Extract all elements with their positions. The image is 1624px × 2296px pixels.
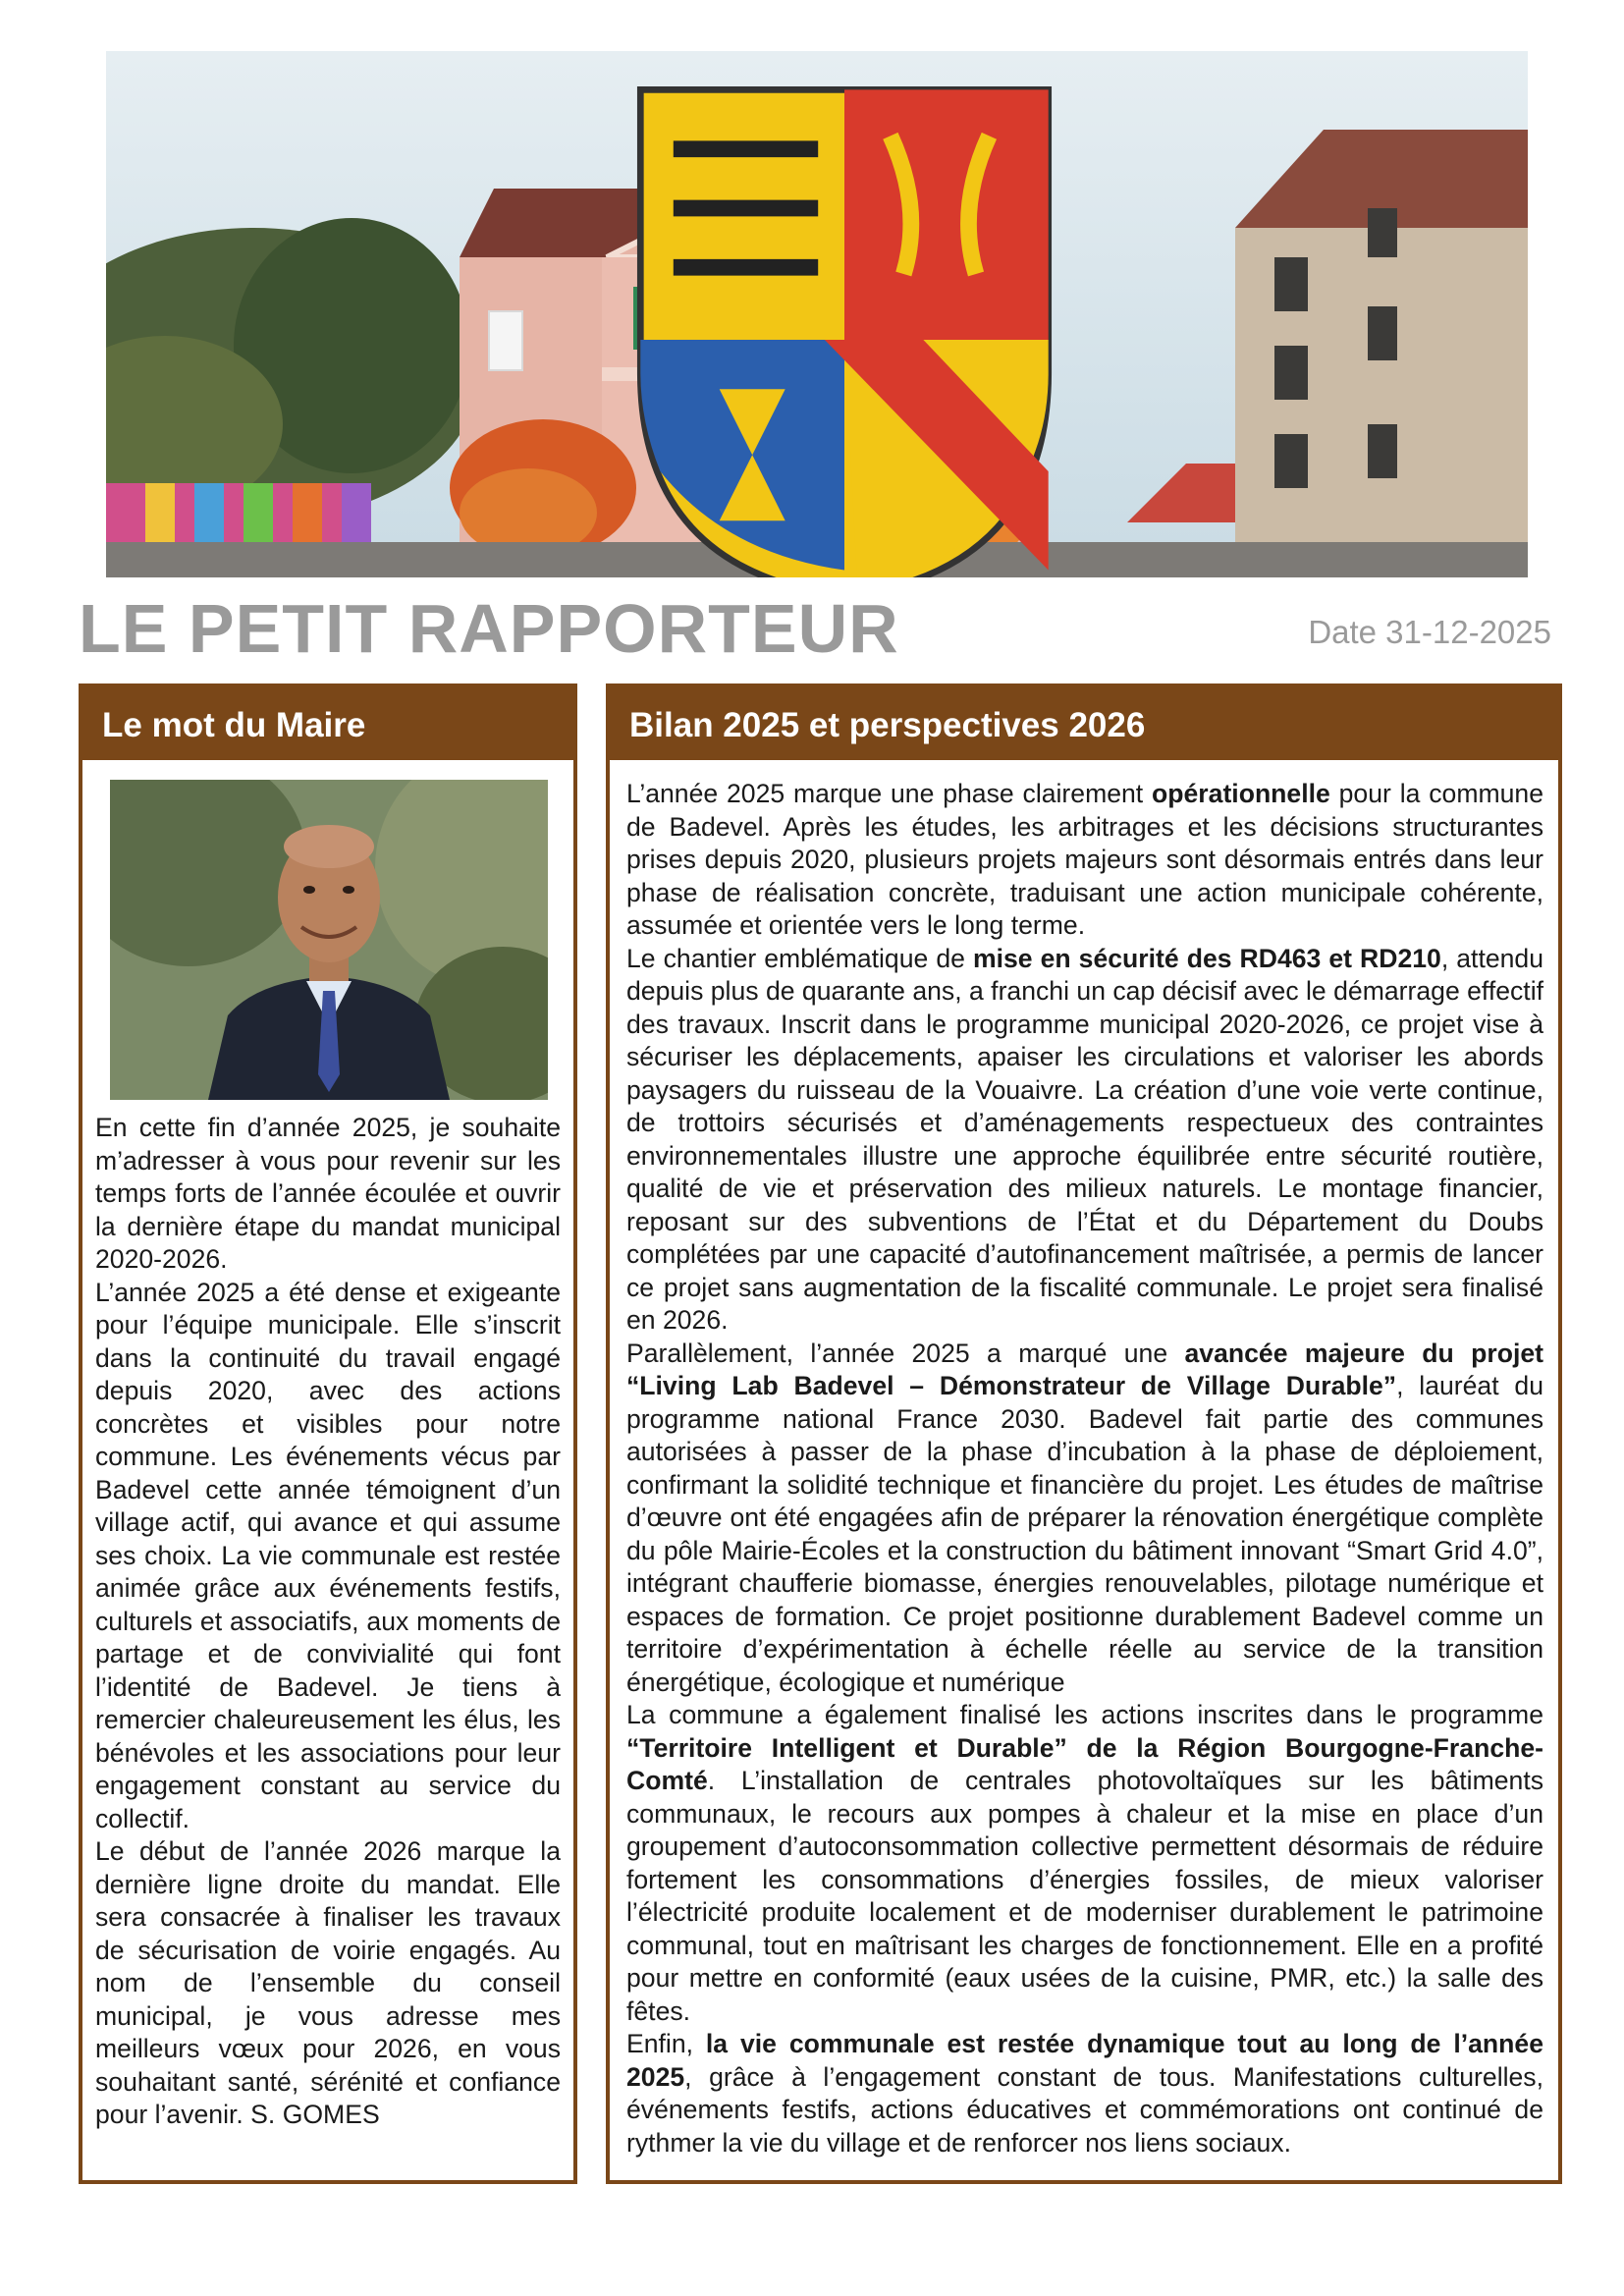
mayor-paragraph: Le début de l’année 2026 marque la dernière ligne droite du mandat. Elle sera consacrée à finaliser les travaux de sécurisation de voirie engagés. Au nom de l’ensemble du conseil municipal, je vous adresse mes meilleurs vœux pour 2026, en vous souhaitant santé, sérénité et confiance pour l’avenir. S. GOMES xyxy=(95,1836,561,2129)
newsletter-title: LE PETIT RAPPORTEUR xyxy=(79,590,899,667)
review-text xyxy=(626,778,1543,2159)
text-run: , grâce à l’engagement constant de tous. Manifestations culturelles, événements festifs, actions éducatives et commémorations ont continué de rythmer la vie du village et de renforcer nos liens sociaux. xyxy=(626,2061,1543,2158)
text-run: La commune a également finalisé les actions inscrites dans le programme xyxy=(626,1700,1543,1729)
bold-run: mise en sécurité des RD463 et RD210 xyxy=(972,943,1441,973)
text-run: , lauréat du programme national France 2030. Badevel fait partie des communes autorisées à passer de la phase d’incubation à la phase de déploiement, confirmant la solidité technique et financière du projet. Les études de maîtrise d’œuvre ont été engagées afin de préparer la rénovation énergétique complète du pôle Mairie-Écoles et la construction du bâtiment innovant “Smart Grid 4.0”, intégrant chaufferie biomasse, énergies renouvelables, pilotage numérique et espaces de formation. Ce projet positionne durablement Badevel comme un territoire d’expérimentation à échelle réelle au service de la transition énergétique, écologique et numérique xyxy=(626,1371,1543,1697)
review-paragraph xyxy=(626,1699,1543,2028)
text-run: L’année 2025 marque une phase clairement xyxy=(626,779,1153,808)
mayor-word-text xyxy=(95,1112,561,2132)
review-paragraph xyxy=(626,778,1543,943)
bold-run: avancée majeure du projet “Living Lab Badevel – Démonstrateur de Village Durable” xyxy=(626,1338,1543,1400)
text-run: Enfin, xyxy=(626,2029,706,2058)
bold-run: “Territoire Intelligent et Durable” de la Région Bourgogne-Franche-Comté xyxy=(626,1732,1543,1795)
mayor-paragraph: L’année 2025 a été dense et exigeante pour l’équipe municipale. Elle s’inscrit dans la continuité du travail engagé depuis 2020, avec des actions concrètes et visibles pour notre commune. Les événements vécus par Badevel cette année témoignent d’un village actif, qui avance et qui assume ses choix. La vie communale est restée animée grâce aux événements festifs, culturels et associatifs, aux moments de partage et de convivialité qui font l’identité de Badevel. Je tiens à remercier chaleureusement les élus, les bénévoles et les associations pour leur engagement constant au service du collectif. xyxy=(95,1277,561,1833)
mayor-portrait-illustration xyxy=(110,780,548,1100)
text-run: , attendu depuis plus de quarante ans, a franchi un cap décisif avec le démarrage effectif des travaux. Inscrit dans le programme municipal 2020-2026, ce projet vise à sécuriser les déplacements, apaiser les circulations et valoriser les abords paysagers du ruisseau de la Vouaivre. La création d’une voie verte continue, de trottoirs sécurisés et d’aménagements respectueux des contraintes environnementales illustre une approche équilibrée entre sécurité routière, qualité de vie et préservation des milieux naturels. Le montage financier, reposant sur des subventions de l’État et du Département du Doubs complétées par une capacité d’autofinancement maîtrisée, a permis de lancer ce projet sans augmentation de la fiscalité communale. Le projet sera finalisé en 2026. xyxy=(626,943,1543,1335)
text-run: Le chantier emblématique de xyxy=(626,943,973,973)
text-run: pour la commune de Badevel. Après les études, les arbitrages et les décisions structurantes prises depuis 2020, plusieurs projets majeurs sont désormais entrés dans leur phase de réalisation concrète, traduisant une action municipale cohérente, assumée et orientée vers le long terme. xyxy=(626,779,1543,940)
review-heading: Bilan 2025 et perspectives 2026 xyxy=(610,687,1558,764)
town-hall-photo xyxy=(106,51,1528,577)
review-paragraph xyxy=(626,1338,1543,1700)
review-paragraph xyxy=(626,943,1543,1338)
mayor-word-heading: Le mot du Maire xyxy=(82,687,573,764)
bold-run: la vie communale est restée dynamique tout au long de l’année 2025 xyxy=(626,2029,1543,2092)
masthead xyxy=(79,589,1551,668)
issue-date: Date 31-12-2025 xyxy=(1308,614,1551,650)
mayor-word-section xyxy=(79,683,577,2184)
text-run: Parallèlement, l’année 2025 a marqué une xyxy=(626,1338,1185,1368)
bold-run: opérationnelle xyxy=(1152,779,1330,808)
coat-of-arms-logo xyxy=(134,77,1528,577)
review-section xyxy=(606,683,1562,2184)
mayor-paragraph: En cette fin d’année 2025, je souhaite m’adresser à vous pour revenir sur les temps forts de l’année écoulée et ouvrir la dernière étape du mandat municipal 2020-2026. xyxy=(95,1113,561,1274)
review-paragraph xyxy=(626,2028,1543,2159)
mayor-portrait xyxy=(110,780,548,1100)
text-run: . L’installation de centrales photovoltaïques sur les bâtiments communaux, le recours aux pompes à chaleur et la mise en place d’un groupement d’autoconsommation collective permettent désormais de réduire fortement les consommations d’énergies fossiles, de mieux valoriser l’électricité produite localement et de moderniser durablement le patrimoine communal, tout en maîtrisant les charges de fonctionnement. Elle en a profité pour mettre en conformité (eaux usées de la cuisine, PMR, etc.) la salle des fêtes. xyxy=(626,1766,1543,2026)
